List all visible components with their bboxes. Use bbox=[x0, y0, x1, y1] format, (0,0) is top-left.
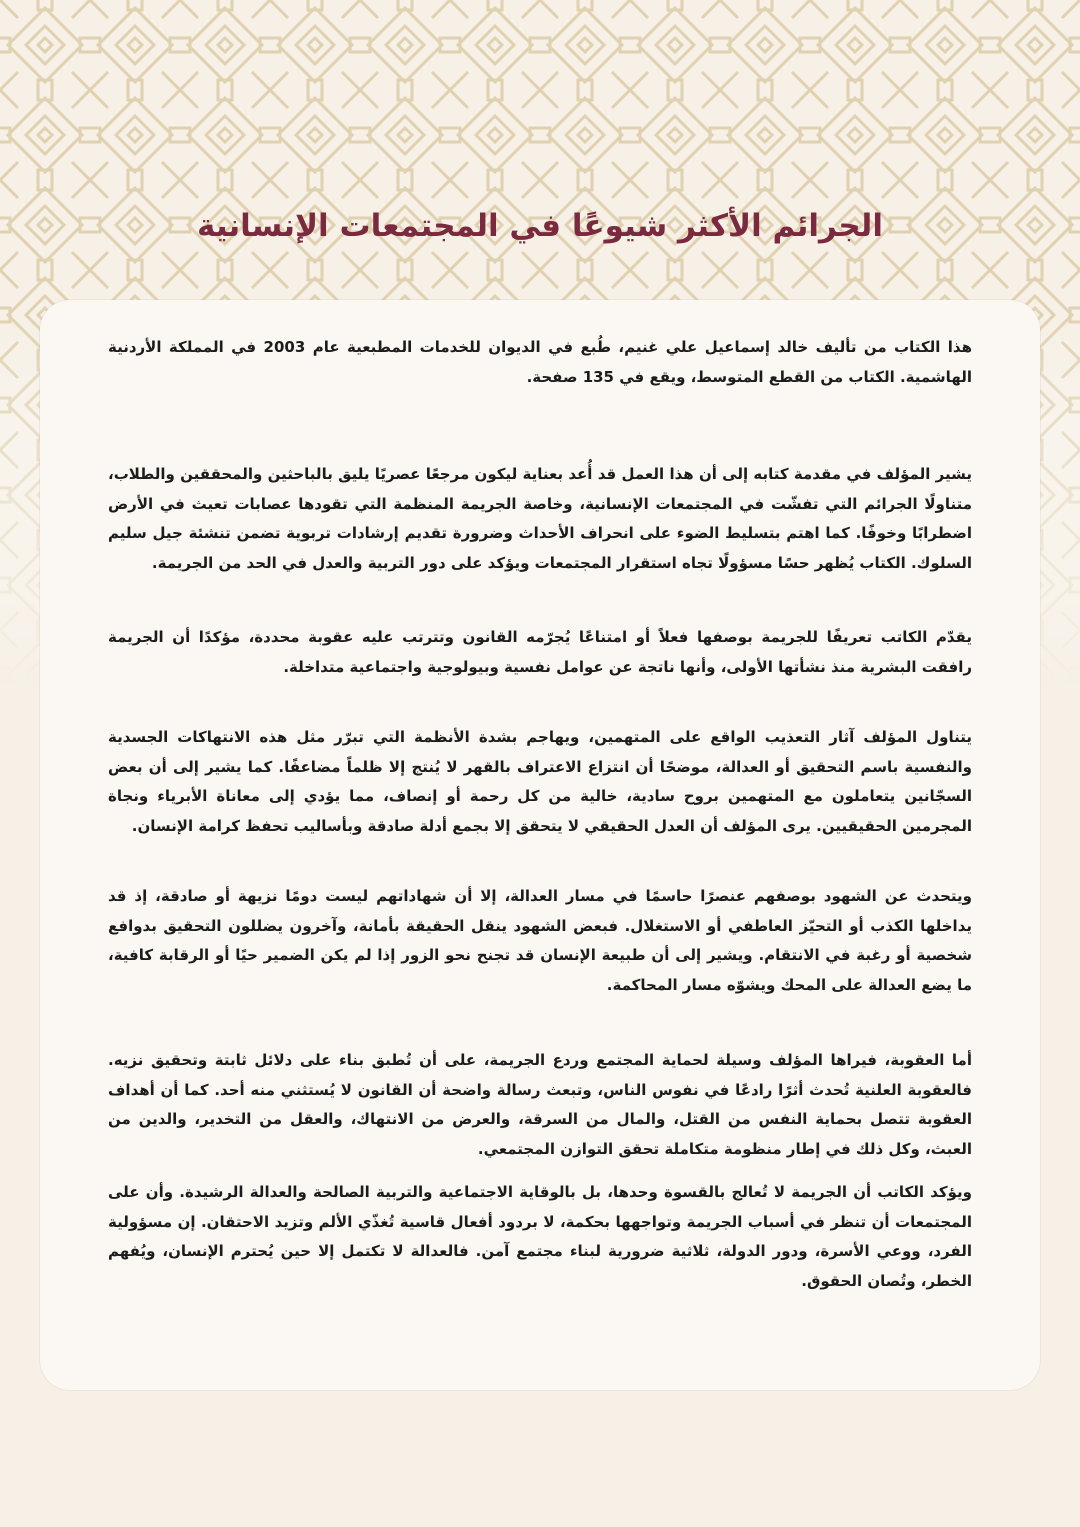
content-card bbox=[40, 300, 1040, 1390]
page-title: الجرائم الأكثر شيوعًا في المجتمعات الإنسانية bbox=[197, 208, 883, 244]
paragraph-conclusion: ويؤكد الكاتب أن الجريمة لا تُعالج بالقسوة وحدها، بل بالوقاية الاجتماعية والتربية الصالحة والعدالة الرشيدة. وأن على المجتمعات أن تنظر في أسباب الجريمة وتواجهها بحكمة، لا بردود أفعال قاسية تُغذّي الألم وتزيد الاحتقان. إن مسؤولية الفرد، ووعي الأسرة، ودور الدولة، ثلاثية ضرورية لبناء مجتمع آمن. فالعدالة لا تكتمل إلا حين يُحترم الإنسان، ويُفهم الخطر، وتُصان الحقوق. bbox=[108, 1183, 972, 1290]
paragraph-crime-definition: يقدّم الكاتب تعريفًا للجريمة بوصفها فعلاً أو امتناعًا يُجرّمه القانون وتترتب عليه عقوبة محددة، مؤكدًا أن الجريمة رافقت البشرية منذ نشأتها الأولى، وأنها ناتجة عن عوامل نفسية وبيولوجية واجتماعية متداخلة. bbox=[108, 628, 972, 676]
paragraph-punishment: أما العقوبة، فيراها المؤلف وسيلة لحماية المجتمع وردع الجريمة، على أن تُطبق بناء على دلائل ثابتة وتحقيق نزيه. فالعقوبة العلنية تُحدث أثرًا رادعًا في نفوس الناس، وتبعث رسالة واضحة أن القانون لا يُستثني منه أحد. كما أن أهداف العقوبة تتصل بحماية النفس من القتل، والمال من السرقة، والعرض من الانتهاك، والعقل من التخدير، والدين من العبث، وكل ذلك في إطار منظومة متكاملة تحقق التوازن المجتمعي. bbox=[108, 1051, 972, 1158]
paragraph-witnesses: ويتحدث عن الشهود بوصفهم عنصرًا حاسمًا في مسار العدالة، إلا أن شهاداتهم ليست دومًا نزيهة أو صادقة، إذ قد يداخلها الكذب أو التحيّز العاطفي أو الاستغلال. فبعض الشهود ينقل الحقيقة بأمانة، وآخرون يضللون التحقيق بدوافع شخصية أو رغبة في الانتقام. ويشير إلى أن طبيعة الإنسان قد تجنح نحو الزور إذا لم يكن الضمير حيًا أو الرقابة كافية، ما يضع العدالة على المحك ويشوّه مسار المحاكمة. bbox=[108, 887, 972, 994]
paragraph-book-info: هذا الكتاب من تأليف خالد إسماعيل علي غنيم، طُبع في الديوان للخدمات المطبعية عام 2003 في المملكة الأردنية الهاشمية. الكتاب من القطع المتوسط، ويقع في 135 صفحة. bbox=[108, 338, 972, 386]
paragraph-introduction: يشير المؤلف في مقدمة كتابه إلى أن هذا العمل قد أُعد بعناية ليكون مرجعًا عصريًا يليق بالباحثين والمحققين والطلاب، متناولًا الجرائم التي تفشّت في المجتمعات الإنسانية، وخاصة الجريمة المنظمة التي تقودها عصابات تعيث في الأرض اضطرابًا وخوفًا. كما اهتم بتسليط الضوء على انحراف الأحداث وضرورة تقديم إرشادات تربوية تضمن تنشئة جيل سليم السلوك. الكتاب يُظهر حسًا مسؤولًا تجاه استقرار المجتمعات ويؤكد على دور التربية والعدل في الحد من الجريمة. bbox=[108, 465, 972, 572]
paragraph-torture: يتناول المؤلف آثار التعذيب الواقع على المتهمين، ويهاجم بشدة الأنظمة التي تبرّر مثل هذه الانتهاكات الجسدية والنفسية باسم التحقيق أو العدالة، موضحًا أن انتزاع الاعتراف بالقهر لا يُنتج إلا ظلماً مضاعفًا. كما يشير إلى أن بعض السجّانين يتعاملون مع المتهمين بروح سادية، خالية من كل رحمة أو إنصاف، مما يؤدي إلى معاناة الأبرياء ونجاة المجرمين الحقيقيين. يرى المؤلف أن العدل الحقيقي لا يتحقق إلا بجمع أدلة صادقة وبأساليب تحفظ كرامة الإنسان. bbox=[108, 728, 972, 835]
